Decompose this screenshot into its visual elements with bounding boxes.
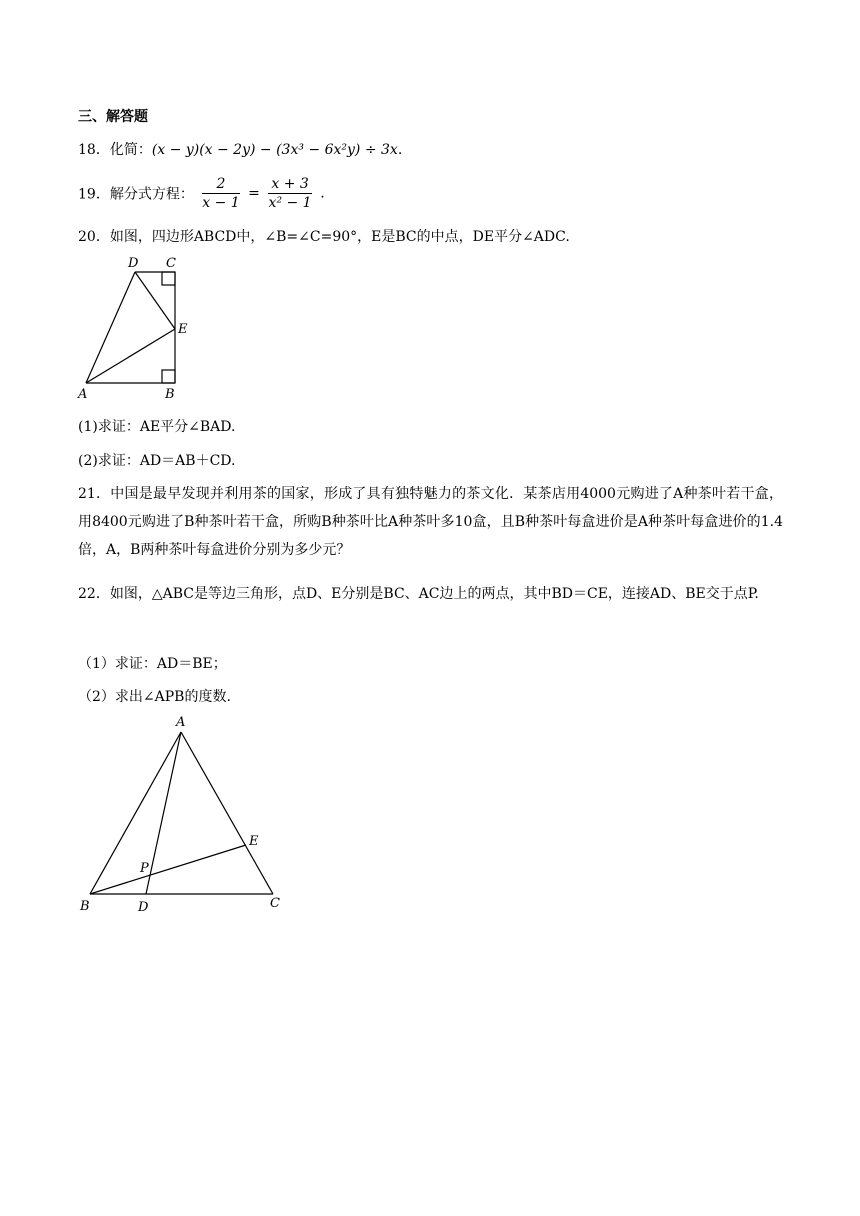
label-e: E xyxy=(178,322,188,337)
q19-end: . xyxy=(320,185,325,202)
q19-lhs-denominator: x − 1 xyxy=(202,195,240,211)
q19-rhs-fraction xyxy=(268,176,311,211)
q18-end: . xyxy=(397,142,403,158)
question-22-text: 22．如图，△ABC是等边三角形，点D、E分别是BC、AC边上的两点，其中BD＝CE，连接AD、BE交于点P. xyxy=(78,586,759,602)
q19-equals: = xyxy=(248,185,260,202)
question-20-part-2: (2)求证：AD＝AB＋CD. xyxy=(78,453,236,469)
label-e: E xyxy=(249,834,259,849)
edge-ca xyxy=(181,732,273,894)
label-c: C xyxy=(166,256,176,271)
label-p: P xyxy=(140,861,149,876)
label-a: A xyxy=(78,387,88,402)
q19-lhs-fraction xyxy=(202,176,239,211)
right-angle-mark-c xyxy=(162,272,175,285)
label-b: B xyxy=(165,387,175,402)
question-20-text: 20．如图，四边形ABCD中，∠B=∠C=90°，E是BC的中点，DE平分∠ADC. xyxy=(78,229,570,245)
question-22-part-1: （1）求证：AD＝BE； xyxy=(78,656,227,672)
q18-label: 18．化简： xyxy=(78,142,152,158)
question-19 xyxy=(78,176,325,211)
question-21-text: 21．中国是最早发现并利用茶的国家，形成了具有独特魅力的茶文化．某茶店用4000元购进了A种茶叶若干盒，用8400元购进了B种茶叶若干盒，所购B种茶叶比A种茶叶多10盒，且B种茶叶每盒进价是A种茶叶每盒进价的1.4倍，A，B两种茶叶每盒进价分别为多少元？ xyxy=(78,486,783,558)
question-20-part-1: (1)求证：AE平分∠BAD. xyxy=(78,419,236,435)
label-d: D xyxy=(138,900,149,915)
label-c: C xyxy=(270,896,280,911)
question-18 xyxy=(78,139,402,159)
q19-rhs-denominator: x² − 1 xyxy=(268,195,312,211)
q19-lhs-numerator: 2 xyxy=(202,176,239,194)
label-a: A xyxy=(176,715,186,730)
label-d: D xyxy=(128,256,139,271)
segment-ad xyxy=(146,732,181,894)
edge-da xyxy=(86,272,135,383)
segment-de xyxy=(135,272,175,329)
question-22-part-2: （2）求出∠APB的度数. xyxy=(78,689,231,705)
triangle-figure xyxy=(76,712,288,916)
q19-label: 19．解分式方程： xyxy=(78,186,194,203)
q18-expression: (x − y)(x − 2y) − (3x³ − 6x²y) ÷ 3x xyxy=(151,142,398,158)
quadrilateral-figure xyxy=(74,252,194,404)
q19-rhs-numerator: x + 3 xyxy=(268,176,311,194)
section-heading: 三、解答题 xyxy=(78,109,148,125)
label-b: B xyxy=(80,899,90,914)
right-angle-mark-b xyxy=(162,370,175,383)
